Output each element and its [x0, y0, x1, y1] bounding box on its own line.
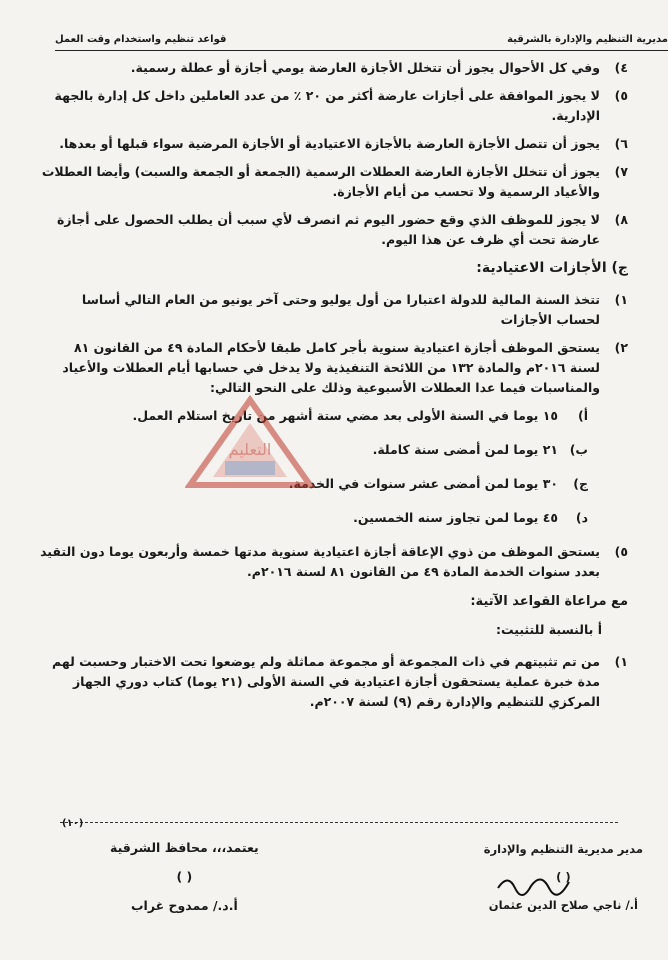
sub-item-letter: أ) [578, 408, 588, 423]
item-text: يجوز أن تتخلل الأجازة العارضة العطلات الرسمية (الجمعة أو الجمعة والسبت) وأيضا العطلات والأعياد الرسمية ولا تحسب من أيام الأجازة. [41, 164, 600, 199]
handwritten-signature-icon [493, 868, 573, 898]
sub-item [40, 508, 588, 528]
item-text: تتخذ السنة المالية للدولة اعتبارا من أول يوليو وحتى آخر يونيو من العام التالي أساسا لحساب الأجازات [81, 292, 600, 327]
signature-blank: ( ) [556, 870, 571, 884]
header-directorate: مديرية التنظيم والإدارة بالشرقية [507, 34, 668, 45]
sub-item-letter: ج) [573, 476, 588, 491]
sub-item-letter: د) [575, 510, 588, 525]
item-number: ٤) [614, 60, 628, 75]
approval-label: يعتمد،،، محافظ الشرقية [110, 840, 259, 855]
item-number: ٧) [614, 164, 628, 179]
list-item [40, 86, 628, 126]
subnote-confirmation: أ بالنسبة للتثبيت: [495, 622, 602, 637]
list-item [40, 210, 628, 250]
signature-blank: ( ) [176, 869, 193, 884]
rules-note: مع مراعاة القواعد الآتية: [470, 594, 628, 609]
director-title: مدير مديرية التنظيم والإدارة [483, 842, 643, 856]
footer-divider [60, 822, 618, 823]
item-text: وفي كل الأحوال يجوز أن تتخلل الأجازة العارضة يومي أجازة أو عطلة رسمية. [130, 60, 600, 75]
list-item [40, 162, 628, 202]
document-body [40, 58, 628, 720]
item-number: ٥) [614, 88, 628, 103]
item-text: لا يجوز للموظف الذي وقع حضور اليوم ثم انصرف لأي سبب أن يطلب الحصول على أجازة عارضة تحت أي ظرف عن هذا اليوم. [56, 212, 600, 247]
header-subject: قواعد تنظيم واستخدام وقت العمل [55, 34, 227, 45]
item-text: يجوز أن تتصل الأجازة العارضة بالأجازة الاعتيادية أو الأجازة المرضية سواء قبلها أو بعدها. [59, 136, 600, 151]
watermark-text: التعليم [228, 440, 272, 459]
sub-item-text: ٢١ يوما لمن أمضى سنة كاملة. [372, 442, 558, 457]
item-number: ٢) [614, 340, 628, 355]
item-text: لا يجوز الموافقة على أجازات عارضة أكثر من ٢٠ ٪ من عدد العاملين داخل كل إدارة بالجهة الإدارية. [54, 88, 600, 123]
item-text: من تم تثبيتهم في ذات المجموعة أو مجموعة مماثلة ولم يوضعوا تحت الاختبار وحسبت لهم مدة خبرة عملية يستحقون أجازة اعتيادية في السنة الأولى (٢١ يوما) كتاب دوري الجهاز المركزي للتنظيم والإدارة رقم (٩) لسنة ٢٠٠٧م. [52, 654, 600, 709]
item-number: ١) [614, 292, 628, 307]
director-name: أ./ ناجي صلاح الدين عثمان [488, 898, 638, 912]
item-number: ٨) [614, 212, 628, 227]
sub-item-text: ٤٥ يوما لمن تجاوز سنه الخمسين. [353, 510, 558, 525]
page-number: (١٠) [62, 818, 84, 829]
list-item [40, 290, 628, 330]
signature-governor [110, 840, 259, 927]
item-number: ٦) [614, 136, 628, 151]
list-item [40, 338, 628, 398]
governor-name: أ.د./ ممدوح غراب [131, 898, 238, 913]
watermark-logo-icon [185, 395, 315, 495]
sub-item-text: ١٥ يوما في السنة الأولى بعد مضي ستة أشهر من تاريخ استلام العمل. [132, 408, 558, 423]
section-title: ج) الأجازات الاعتيادية: [476, 260, 628, 276]
sub-item-text: ٣٠ يوما لمن أمضى عشر سنوات في الخدمة. [288, 476, 558, 491]
list-item [40, 652, 628, 712]
list-item [40, 134, 628, 154]
list-item [40, 58, 628, 78]
sub-item-letter: ب) [569, 442, 588, 457]
list-item [40, 542, 628, 582]
item-text: يستحق الموظف أجازة اعتيادية سنوية بأجر كامل طبقا لأحكام المادة ٤٩ من القانون ٨١ لسنة ٢٠١٦م والمادة ١٣٢ من اللائحة التنفيذية ولا يدخل في حسابها أيام العطلات والأعياد والمناسبات فيما عدا العطلات الأسبوعية وذلك على النحو التالي: [62, 340, 600, 395]
item-number: ١) [614, 654, 628, 669]
item-number: ٥) [614, 544, 628, 559]
item-text: يستحق الموظف من ذوي الإعاقة أجازة اعتيادية سنوية مدتها خمسة وأربعون يوما دون التقيد بعدد سنوات الخدمة المادة ٤٩ من القانون ٨١ لسنة ٢٠١٦م. [40, 544, 600, 579]
page-header [55, 28, 668, 51]
